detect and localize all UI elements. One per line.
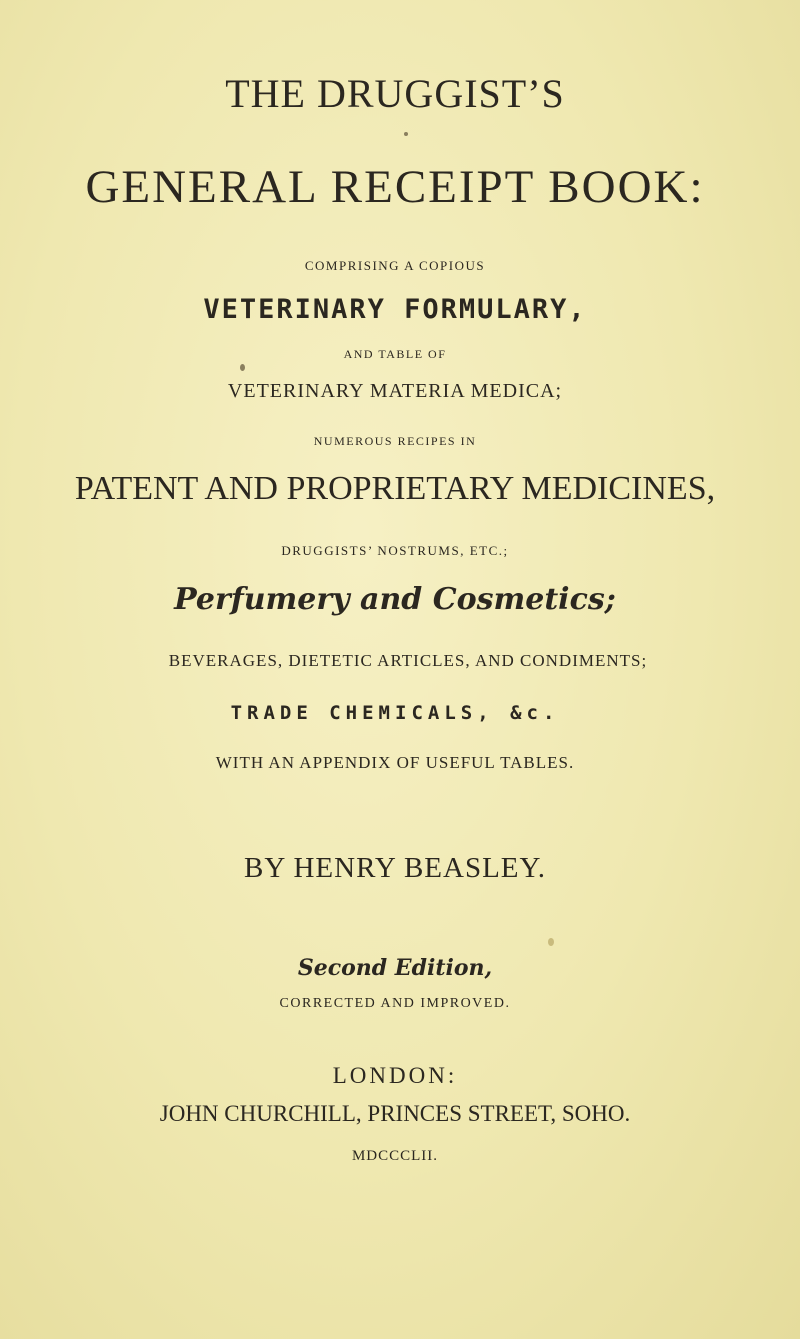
appendix-text: WITH AN APPENDIX OF USEFUL TABLES. xyxy=(215,753,575,772)
edition-note: CORRECTED AND IMPROVED. xyxy=(279,996,511,1011)
numerous-recipes-text: NUMEROUS RECIPES IN xyxy=(313,434,477,448)
blemish-dot xyxy=(548,938,554,946)
imprint-publisher: JOHN CHURCHILL, PRINCES STREET, SOHO. xyxy=(159,1101,631,1126)
title-line-1: THE DRUGGIST’S xyxy=(225,71,565,116)
blemish-dot xyxy=(240,364,245,371)
patent-medicines-heading: PATENT AND PROPRIETARY MEDICINES, xyxy=(74,470,716,507)
perfumery-heading: Perfumery and Cosmetics; xyxy=(174,582,616,617)
title-line-2: GENERAL RECEIPT BOOK: xyxy=(85,161,705,213)
trade-chemicals-heading: TRADE CHEMICALS, &c. xyxy=(230,702,560,724)
veterinary-formulary-heading: VETERINARY FORMULARY, xyxy=(203,294,587,325)
comprising-text: COMPRISING A COPIOUS xyxy=(304,258,486,273)
and-table-of-text: AND TABLE OF xyxy=(343,347,447,361)
ornament-dot xyxy=(404,132,408,136)
edition-label: Second Edition, xyxy=(297,955,493,981)
nostrums-text: DRUGGISTS’ NOSTRUMS, ETC.; xyxy=(281,543,509,558)
imprint-date: MDCCCLII. xyxy=(351,1148,439,1164)
beverages-heading: BEVERAGES, DIETETIC ARTICLES, AND CONDIMENTS; xyxy=(168,651,648,670)
imprint-city: LONDON: xyxy=(332,1063,458,1088)
author-line: BY HENRY BEASLEY. xyxy=(244,852,546,884)
materia-medica-heading: VETERINARY MATERIA MEDICA; xyxy=(227,380,563,402)
